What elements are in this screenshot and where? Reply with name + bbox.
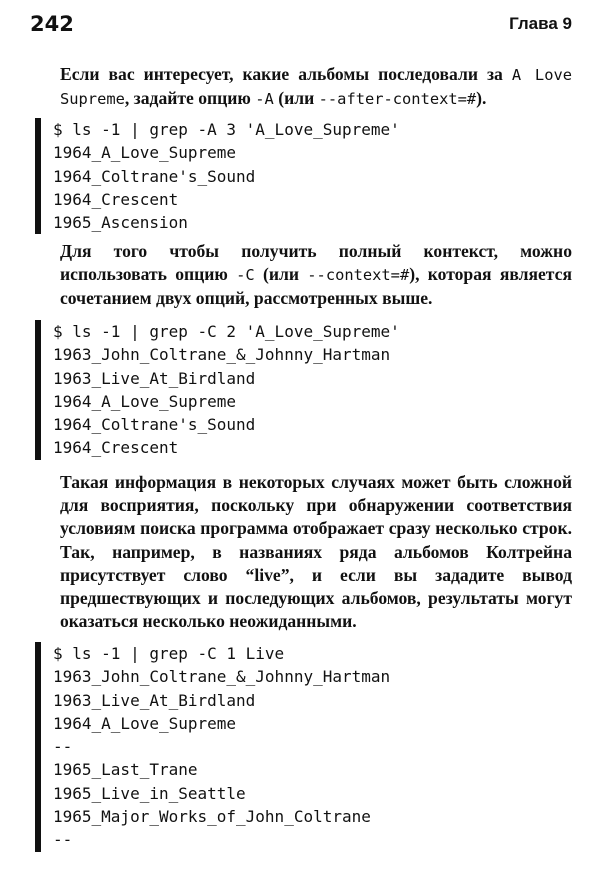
paragraph-live-example: Такая информация в некоторых случаях может быть сложной для восприятия, поскольку при обнаружении соответствия условиям поиска программа отображает сразу несколько строк. Так, например, в названиях ряда альбомов Колтрейна присутствует слово “live”, и если вы зададите вывод предшествующих и последующих альбомов, результаты могут оказаться несколько неожиданными. [60, 472, 572, 632]
para1-text-2: , задайте опцию [124, 88, 256, 109]
code-line: 1964_Crescent [53, 189, 179, 209]
code-line: $ ls -1 | grep -A 3 'A_Love_Supreme' [53, 120, 400, 139]
code-line: 1963_John_Coltrane_&_Johnny_Hartman [53, 345, 391, 365]
code-line: -- [53, 830, 73, 850]
paragraph-context [60, 240, 572, 311]
code-line: 1964_A_Love_Supreme [53, 143, 237, 163]
code-block-context [35, 320, 400, 460]
code-line: 1964_Coltrane's_Sound [53, 415, 256, 435]
para2-text-1: Для того чтобы получить полный контекст, можно использовать опцию [60, 241, 572, 285]
code-line: 1965_Major_Works_of_John_Coltrane [53, 807, 371, 827]
para1-text-3: (или [273, 88, 319, 109]
para1-code-album: A Love Supreme [60, 66, 572, 109]
para1-text-4: ). [476, 88, 487, 109]
code-line: 1963_Live_At_Birdland [53, 690, 256, 710]
code-line: 1965_Ascension [53, 213, 188, 233]
chapter-title: Глава 9 [509, 14, 572, 33]
para2-code-long-option: --context=# [307, 266, 410, 285]
code-line: 1964_Crescent [53, 438, 179, 458]
code-line: 1963_Live_At_Birdland [53, 368, 256, 388]
code-line: 1963_John_Coltrane_&_Johnny_Hartman [53, 667, 391, 687]
para1-text-1: Если вас интересует, какие альбомы последовали за [60, 64, 512, 84]
code-line: 1964_A_Love_Supreme [53, 713, 237, 733]
para1-code-option: -A [255, 90, 274, 109]
para2-code-option: -C [236, 266, 255, 285]
code-line: 1964_A_Love_Supreme [53, 391, 237, 411]
code-block-after-context [35, 118, 400, 234]
code-line: -- [53, 737, 73, 757]
para2-text-3: ), которая является сочетанием двух опций, рассмотренных выше. [60, 264, 572, 309]
code-block-live [35, 642, 390, 852]
page-header [30, 12, 572, 40]
code-line: 1965_Live_in_Seattle [53, 783, 246, 803]
para1-code-long-option: --after-context=# [318, 90, 477, 109]
code-line: $ ls -1 | grep -C 1 Live [53, 644, 285, 663]
code-line: 1965_Last_Trane [53, 760, 198, 780]
para2-text-2: (или [254, 264, 308, 285]
code-line: $ ls -1 | grep -C 2 'A_Love_Supreme' [53, 322, 400, 341]
paragraph-after-context [60, 63, 572, 111]
page-number: 242 [30, 12, 74, 36]
code-line: 1964_Coltrane's_Sound [53, 166, 256, 186]
